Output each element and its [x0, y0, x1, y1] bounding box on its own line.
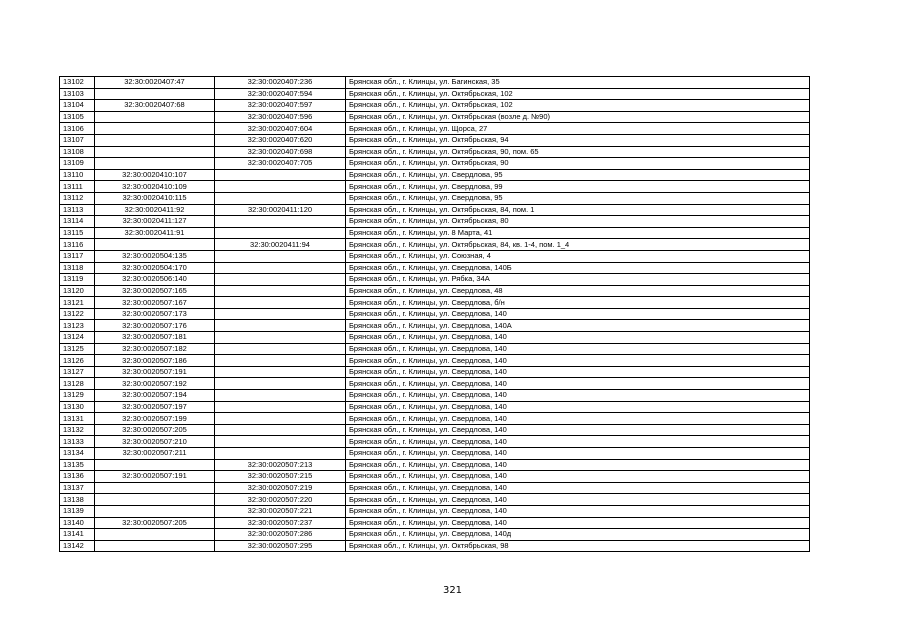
table-row: [60, 413, 810, 425]
building-cadastral-number-cell: [215, 181, 346, 193]
land-cadastral-number-cell: 32:30:0020411:127: [95, 216, 215, 228]
address-cell: Брянская обл., г. Клинцы, ул. Октябрьская, 94: [346, 134, 810, 146]
table-row: [60, 529, 810, 541]
land-cadastral-number-cell: 32:30:0020504:170: [95, 262, 215, 274]
address-cell: Брянская обл., г. Клинцы, ул. Свердлова, 140: [346, 424, 810, 436]
row-number-cell: 13113: [60, 204, 95, 216]
address-cell: Брянская обл., г. Клинцы, ул. Октябрьская, 102: [346, 88, 810, 100]
row-number-cell: 13133: [60, 436, 95, 448]
address-cell: Брянская обл., г. Клинцы, ул. Свердлова, 140д: [346, 529, 810, 541]
land-cadastral-number-cell: 32:30:0020507:205: [95, 424, 215, 436]
building-cadastral-number-cell: [215, 366, 346, 378]
row-number-cell: 13119: [60, 274, 95, 286]
building-cadastral-number-cell: [215, 216, 346, 228]
building-cadastral-number-cell: [215, 424, 346, 436]
table-row: [60, 332, 810, 344]
building-cadastral-number-cell: [215, 378, 346, 390]
land-cadastral-number-cell: 32:30:0020507:194: [95, 390, 215, 402]
building-cadastral-number-cell: [215, 192, 346, 204]
address-cell: Брянская обл., г. Клинцы, ул. 8 Марта, 41: [346, 227, 810, 239]
row-number-cell: 13111: [60, 181, 95, 193]
row-number-cell: 13103: [60, 88, 95, 100]
table-row: [60, 88, 810, 100]
address-cell: Брянская обл., г. Клинцы, ул. Щорса, 27: [346, 123, 810, 135]
building-cadastral-number-cell: [215, 401, 346, 413]
land-cadastral-number-cell: 32:30:0020410:115: [95, 192, 215, 204]
table-row: [60, 169, 810, 181]
land-cadastral-number-cell: 32:30:0020410:109: [95, 181, 215, 193]
address-cell: Брянская обл., г. Клинцы, ул. Свердлова, 95: [346, 192, 810, 204]
land-cadastral-number-cell: 32:30:0020504:135: [95, 250, 215, 262]
land-cadastral-number-cell: [95, 482, 215, 494]
address-cell: Брянская обл., г. Клинцы, ул. Октябрьская, 80: [346, 216, 810, 228]
table-row: [60, 239, 810, 251]
land-cadastral-number-cell: 32:30:0020507:186: [95, 355, 215, 367]
building-cadastral-number-cell: 32:30:0020407:620: [215, 134, 346, 146]
building-cadastral-number-cell: [215, 274, 346, 286]
address-cell: Брянская обл., г. Клинцы, ул. Свердлова, 140: [346, 366, 810, 378]
row-number-cell: 13137: [60, 482, 95, 494]
row-number-cell: 13127: [60, 366, 95, 378]
address-cell: Брянская обл., г. Клинцы, ул. Свердлова, 140: [346, 505, 810, 517]
address-cell: Брянская обл., г. Клинцы, ул. Свердлова, 140: [346, 355, 810, 367]
row-number-cell: 13118: [60, 262, 95, 274]
address-cell: Брянская обл., г. Клинцы, ул. Октябрьская, 90, пом. 65: [346, 146, 810, 158]
address-cell: Брянская обл., г. Клинцы, ул. Свердлова, 99: [346, 181, 810, 193]
building-cadastral-number-cell: [215, 390, 346, 402]
address-cell: Брянская обл., г. Клинцы, ул. Свердлова, 140: [346, 413, 810, 425]
building-cadastral-number-cell: 32:30:0020407:604: [215, 123, 346, 135]
land-cadastral-number-cell: 32:30:0020507:211: [95, 448, 215, 460]
building-cadastral-number-cell: [215, 413, 346, 425]
row-number-cell: 13116: [60, 239, 95, 251]
row-number-cell: 13122: [60, 308, 95, 320]
land-cadastral-number-cell: [95, 88, 215, 100]
land-cadastral-number-cell: [95, 494, 215, 506]
building-cadastral-number-cell: 32:30:0020407:597: [215, 100, 346, 112]
address-cell: Брянская обл., г. Клинцы, ул. Рябка, 34А: [346, 274, 810, 286]
land-cadastral-number-cell: 32:30:0020407:47: [95, 77, 215, 89]
registry-table: [59, 76, 810, 552]
address-cell: Брянская обл., г. Клинцы, ул. Багинская, 35: [346, 77, 810, 89]
row-number-cell: 13104: [60, 100, 95, 112]
table-row: [60, 285, 810, 297]
row-number-cell: 13123: [60, 320, 95, 332]
row-number-cell: 13131: [60, 413, 95, 425]
row-number-cell: 13128: [60, 378, 95, 390]
row-number-cell: 13124: [60, 332, 95, 344]
table-row: [60, 505, 810, 517]
address-cell: Брянская обл., г. Клинцы, ул. Октябрьская, 98: [346, 540, 810, 552]
address-cell: Брянская обл., г. Клинцы, ул. Свердлова, 140: [346, 332, 810, 344]
address-cell: Брянская обл., г. Клинцы, ул. Свердлова, 140: [346, 401, 810, 413]
address-cell: Брянская обл., г. Клинцы, ул. Свердлова, 140: [346, 343, 810, 355]
land-cadastral-number-cell: 32:30:0020506:140: [95, 274, 215, 286]
table-row: [60, 146, 810, 158]
building-cadastral-number-cell: [215, 355, 346, 367]
address-cell: Брянская обл., г. Клинцы, ул. Свердлова, 140: [346, 494, 810, 506]
table-row: [60, 343, 810, 355]
table-row: [60, 471, 810, 483]
table-row: [60, 401, 810, 413]
land-cadastral-number-cell: 32:30:0020507:197: [95, 401, 215, 413]
address-cell: Брянская обл., г. Клинцы, ул. Свердлова, 140: [346, 471, 810, 483]
address-cell: Брянская обл., г. Клинцы, ул. Свердлова, 95: [346, 169, 810, 181]
land-cadastral-number-cell: 32:30:0020507:181: [95, 332, 215, 344]
table-row: [60, 378, 810, 390]
building-cadastral-number-cell: [215, 285, 346, 297]
building-cadastral-number-cell: 32:30:0020407:236: [215, 77, 346, 89]
building-cadastral-number-cell: 32:30:0020407:596: [215, 111, 346, 123]
address-cell: Брянская обл., г. Клинцы, ул. Октябрьская, 102: [346, 100, 810, 112]
table-row: [60, 123, 810, 135]
row-number-cell: 13106: [60, 123, 95, 135]
row-number-cell: 13121: [60, 297, 95, 309]
table-row: [60, 459, 810, 471]
land-cadastral-number-cell: [95, 239, 215, 251]
building-cadastral-number-cell: 32:30:0020507:295: [215, 540, 346, 552]
table-row: [60, 424, 810, 436]
row-number-cell: 13115: [60, 227, 95, 239]
row-number-cell: 13140: [60, 517, 95, 529]
land-cadastral-number-cell: 32:30:0020507:173: [95, 308, 215, 320]
building-cadastral-number-cell: 32:30:0020507:213: [215, 459, 346, 471]
address-cell: Брянская обл., г. Клинцы, ул. Свердлова, 140Б: [346, 262, 810, 274]
row-number-cell: 13138: [60, 494, 95, 506]
row-number-cell: 13142: [60, 540, 95, 552]
table-row: [60, 181, 810, 193]
registry-table-body: [60, 77, 810, 552]
row-number-cell: 13129: [60, 390, 95, 402]
land-cadastral-number-cell: 32:30:0020507:165: [95, 285, 215, 297]
row-number-cell: 13130: [60, 401, 95, 413]
land-cadastral-number-cell: [95, 134, 215, 146]
address-cell: Брянская обл., г. Клинцы, ул. Свердлова, 48: [346, 285, 810, 297]
address-cell: Брянская обл., г. Клинцы, ул. Свердлова, 140: [346, 459, 810, 471]
land-cadastral-number-cell: [95, 111, 215, 123]
address-cell: Брянская обл., г. Клинцы, ул. Октябрьская, 90: [346, 158, 810, 170]
land-cadastral-number-cell: [95, 505, 215, 517]
building-cadastral-number-cell: [215, 250, 346, 262]
row-number-cell: 13141: [60, 529, 95, 541]
table-row: [60, 390, 810, 402]
table-row: [60, 448, 810, 460]
address-cell: Брянская обл., г. Клинцы, ул. Свердлова, 140А: [346, 320, 810, 332]
address-cell: Брянская обл., г. Клинцы, ул. Свердлова, 140: [346, 378, 810, 390]
building-cadastral-number-cell: 32:30:0020407:705: [215, 158, 346, 170]
land-cadastral-number-cell: 32:30:0020507:182: [95, 343, 215, 355]
land-cadastral-number-cell: 32:30:0020507:192: [95, 378, 215, 390]
row-number-cell: 13114: [60, 216, 95, 228]
building-cadastral-number-cell: [215, 332, 346, 344]
land-cadastral-number-cell: 32:30:0020410:107: [95, 169, 215, 181]
table-row: [60, 355, 810, 367]
land-cadastral-number-cell: [95, 529, 215, 541]
table-row: [60, 158, 810, 170]
building-cadastral-number-cell: [215, 169, 346, 181]
building-cadastral-number-cell: 32:30:0020411:120: [215, 204, 346, 216]
address-cell: Брянская обл., г. Клинцы, ул. Свердлова, 140: [346, 308, 810, 320]
land-cadastral-number-cell: [95, 123, 215, 135]
land-cadastral-number-cell: 32:30:0020507:191: [95, 366, 215, 378]
table-row: [60, 227, 810, 239]
building-cadastral-number-cell: [215, 343, 346, 355]
row-number-cell: 13125: [60, 343, 95, 355]
row-number-cell: 13112: [60, 192, 95, 204]
table-row: [60, 494, 810, 506]
row-number-cell: 13108: [60, 146, 95, 158]
building-cadastral-number-cell: 32:30:0020507:220: [215, 494, 346, 506]
land-cadastral-number-cell: [95, 459, 215, 471]
land-cadastral-number-cell: [95, 540, 215, 552]
land-cadastral-number-cell: 32:30:0020507:176: [95, 320, 215, 332]
address-cell: Брянская обл., г. Клинцы, ул. Октябрьская (возле д. №90): [346, 111, 810, 123]
address-cell: Брянская обл., г. Клинцы, ул. Свердлова, 140: [346, 482, 810, 494]
row-number-cell: 13117: [60, 250, 95, 262]
land-cadastral-number-cell: 32:30:0020507:167: [95, 297, 215, 309]
building-cadastral-number-cell: [215, 320, 346, 332]
land-cadastral-number-cell: 32:30:0020507:210: [95, 436, 215, 448]
row-number-cell: 13120: [60, 285, 95, 297]
table-row: [60, 111, 810, 123]
row-number-cell: 13107: [60, 134, 95, 146]
building-cadastral-number-cell: 32:30:0020507:221: [215, 505, 346, 517]
table-row: [60, 250, 810, 262]
table-row: [60, 366, 810, 378]
building-cadastral-number-cell: 32:30:0020507:286: [215, 529, 346, 541]
table-row: [60, 436, 810, 448]
land-cadastral-number-cell: 32:30:0020411:92: [95, 204, 215, 216]
table-row: [60, 308, 810, 320]
building-cadastral-number-cell: [215, 297, 346, 309]
address-cell: Брянская обл., г. Клинцы, ул. Свердлова, 140: [346, 448, 810, 460]
address-cell: Брянская обл., г. Клинцы, ул. Свердлова, б/н: [346, 297, 810, 309]
building-cadastral-number-cell: [215, 308, 346, 320]
table-row: [60, 77, 810, 89]
address-cell: Брянская обл., г. Клинцы, ул. Октябрьская, 84, пом. 1: [346, 204, 810, 216]
building-cadastral-number-cell: 32:30:0020507:219: [215, 482, 346, 494]
table-row: [60, 100, 810, 112]
table-row: [60, 262, 810, 274]
building-cadastral-number-cell: 32:30:0020411:94: [215, 239, 346, 251]
land-cadastral-number-cell: 32:30:0020507:205: [95, 517, 215, 529]
table-row: [60, 297, 810, 309]
building-cadastral-number-cell: [215, 262, 346, 274]
address-cell: Брянская обл., г. Клинцы, ул. Союзная, 4: [346, 250, 810, 262]
land-cadastral-number-cell: 32:30:0020407:68: [95, 100, 215, 112]
building-cadastral-number-cell: [215, 436, 346, 448]
land-cadastral-number-cell: 32:30:0020507:191: [95, 471, 215, 483]
table-row: [60, 192, 810, 204]
table-row: [60, 134, 810, 146]
row-number-cell: 13134: [60, 448, 95, 460]
land-cadastral-number-cell: 32:30:0020507:199: [95, 413, 215, 425]
address-cell: Брянская обл., г. Клинцы, ул. Свердлова, 140: [346, 390, 810, 402]
building-cadastral-number-cell: 32:30:0020407:698: [215, 146, 346, 158]
table-row: [60, 540, 810, 552]
address-cell: Брянская обл., г. Клинцы, ул. Октябрьская, 84, кв. 1-4, пом. 1_4: [346, 239, 810, 251]
row-number-cell: 13126: [60, 355, 95, 367]
address-cell: Брянская обл., г. Клинцы, ул. Свердлова, 140: [346, 517, 810, 529]
row-number-cell: 13136: [60, 471, 95, 483]
row-number-cell: 13135: [60, 459, 95, 471]
row-number-cell: 13139: [60, 505, 95, 517]
table-row: [60, 274, 810, 286]
land-cadastral-number-cell: 32:30:0020411:91: [95, 227, 215, 239]
land-cadastral-number-cell: [95, 146, 215, 158]
table-row: [60, 517, 810, 529]
address-cell: Брянская обл., г. Клинцы, ул. Свердлова, 140: [346, 436, 810, 448]
table-row: [60, 482, 810, 494]
building-cadastral-number-cell: 32:30:0020507:215: [215, 471, 346, 483]
row-number-cell: 13102: [60, 77, 95, 89]
row-number-cell: 13105: [60, 111, 95, 123]
building-cadastral-number-cell: [215, 227, 346, 239]
row-number-cell: 13132: [60, 424, 95, 436]
land-cadastral-number-cell: [95, 158, 215, 170]
row-number-cell: 13110: [60, 169, 95, 181]
page-number: 321: [442, 585, 463, 596]
building-cadastral-number-cell: [215, 448, 346, 460]
row-number-cell: 13109: [60, 158, 95, 170]
building-cadastral-number-cell: 32:30:0020507:237: [215, 517, 346, 529]
building-cadastral-number-cell: 32:30:0020407:594: [215, 88, 346, 100]
table-row: [60, 204, 810, 216]
table-row: [60, 320, 810, 332]
table-row: [60, 216, 810, 228]
